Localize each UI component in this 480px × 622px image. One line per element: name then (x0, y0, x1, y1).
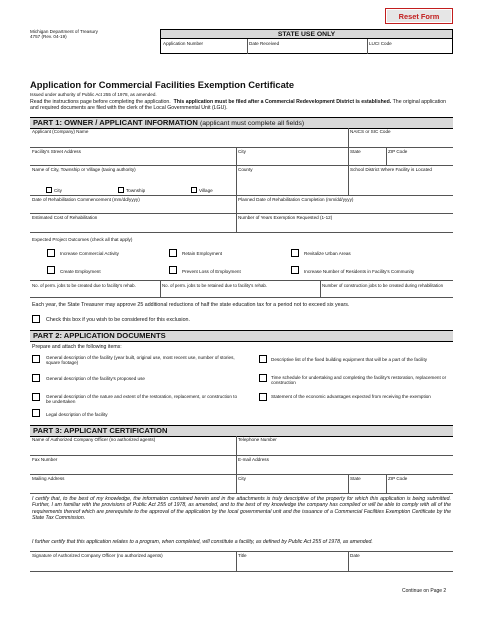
retain-employment-checkbox[interactable] (169, 249, 177, 257)
prepare-label: Prepare and attach the following items: (32, 344, 122, 350)
jobs-created-field[interactable]: No. of perm. jobs to be created due to facility's rehab. (32, 283, 136, 288)
officer-title-field[interactable]: Title (238, 553, 247, 558)
doc-facility-description-checkbox[interactable] (32, 355, 40, 363)
school-district-field[interactable]: School District Where Facility is Located (350, 167, 432, 172)
create-employment-label: Create Employment (60, 269, 101, 274)
mailing-zip-field[interactable]: ZIP Code (388, 476, 408, 481)
intro-text: Read the instructions page before completing the application. This application must be filed after a Commercial Redevelopment District is established. The original application and required documents are filed with the clerk of the Local Governmental Unit (LGU). (30, 99, 446, 111)
prevent-loss-checkbox[interactable] (169, 266, 177, 274)
form-title: Application for Commercial Facilities Exemption Certificate (30, 79, 295, 90)
street-address-field[interactable]: Facility's Street Address (32, 149, 81, 154)
doc-economic-statement-label: Statement of the economic advantages expected from receiving the exemption (271, 394, 431, 399)
signature-date-field[interactable]: Date (350, 553, 360, 558)
village-checkbox[interactable] (191, 187, 197, 193)
officer-name-field[interactable]: Name of Authorized Company Officer (no authorized agents) (32, 437, 156, 442)
date-received-label: Date Received (249, 41, 280, 46)
mailing-city-field[interactable]: City (238, 476, 246, 481)
application-number-label: Application Number (163, 41, 204, 46)
exclusion-checkbox[interactable] (32, 315, 40, 323)
doc-legal-description-checkbox[interactable] (32, 409, 40, 417)
form-number: 4757 (Rev. 04-19) (30, 34, 67, 39)
part3-header: PART 3: APPLICANT CERTIFICATION (30, 425, 453, 437)
certification-paragraph-2: I further certify that this application relates to a program, when completed, will constitute a facility, as defined by Public Act 255 of 1978, as amended. (32, 539, 373, 545)
project-outcomes-label: Expected Project Outcomes (check all that apply) (32, 237, 133, 242)
doc-time-schedule-checkbox[interactable] (259, 374, 267, 382)
city-field[interactable]: City (238, 149, 246, 154)
doc-time-schedule-label: Time schedule for undertaking and completing the facility's restoration, replacement or construction (271, 375, 447, 385)
county-field[interactable]: County (238, 167, 253, 172)
luci-code-label: LUCI Code (369, 41, 392, 46)
telephone-field[interactable]: Telephone Number (238, 437, 277, 442)
mailing-address-field[interactable]: Mailing Address (32, 476, 65, 481)
doc-economic-statement-checkbox[interactable] (259, 393, 267, 401)
increase-residents-checkbox[interactable] (291, 266, 299, 274)
email-field[interactable]: E-mail Address (238, 457, 269, 462)
state-field[interactable]: State (350, 149, 361, 154)
city-option-label: City (54, 188, 62, 193)
prevent-loss-label: Prevent Loss of Employment (182, 269, 241, 274)
retain-employment-label: Retain Employment (182, 251, 223, 256)
years-requested-field[interactable]: Number of Years Exemption Requested (1-12) (238, 215, 333, 220)
fax-field[interactable]: Fax Number (32, 457, 58, 462)
zip-field[interactable]: ZIP Code (388, 149, 408, 154)
mailing-state-field[interactable]: State (350, 476, 361, 481)
continue-note: Continue on Page 2 (402, 588, 447, 594)
commencement-date-field[interactable]: Date of Rehabilitation Commencement (mm/dd/yyyy) (32, 197, 140, 202)
state-use-title: STATE USE ONLY (161, 30, 452, 39)
revitalize-urban-checkbox[interactable] (291, 249, 299, 257)
part1-header: PART 1: OWNER / APPLICANT INFORMATION (applicant must complete all fields) (30, 117, 453, 129)
jobs-retained-field[interactable]: No. of perm. jobs to be retained due to facility's rehab. (162, 283, 268, 288)
village-option-label: Village (199, 188, 213, 193)
increase-commercial-label: Increase Commercial Activity (60, 251, 119, 256)
reset-form-button[interactable]: Reset Form (385, 8, 453, 24)
exclusion-label: Check this box if you wish to be considered for this exclusion. (46, 317, 190, 323)
create-employment-checkbox[interactable] (47, 266, 55, 274)
certification-paragraph: I certify that, to the best of my knowledge, the information contained herein and in the attachments is truly descriptive of the property for which this application is being submitted. Further, I am familiar with the provisions of Public Act 255 of 1978, as amended, and to the best of my knowledge the company has complied or will be able to comply with all of the requirements thereof which are prerequisite to the approval of the application by the local governmental unit and the issuance of a Commercial Facilities Exemption Certificate by the State Tax Commission. (32, 496, 451, 522)
state-use-box (160, 29, 453, 54)
doc-proposed-use-checkbox[interactable] (32, 374, 40, 382)
doc-proposed-use-label: General description of the facility's proposed use (46, 376, 145, 381)
estimated-cost-field[interactable]: Estimated Cost of Rehabilitation (32, 215, 98, 220)
city-checkbox[interactable] (46, 187, 52, 193)
doc-restoration-label: General description of the nature and extent of the restoration, replacement, or construction to be undertaken (46, 394, 238, 404)
doc-legal-description-label: Legal description of the facility (46, 412, 108, 417)
lgu-name-field[interactable]: Name of City, Township or Village (taxing authority) (32, 167, 136, 172)
applicant-name-field[interactable]: Applicant (Company) Name (32, 129, 89, 134)
construction-jobs-field[interactable]: Number of construction jobs to be created during rehabilitation (322, 283, 444, 288)
doc-equipment-list-checkbox[interactable] (259, 355, 267, 363)
increase-commercial-checkbox[interactable] (47, 249, 55, 257)
signature-field[interactable]: Signature of Authorized Company Officer (no authorized agents) (32, 553, 163, 558)
township-option-label: Township (126, 188, 146, 193)
treasurer-text: Each year, the State Treasurer may approve 25 additional reductions of half the state education tax for a period not to exceed six years. (32, 302, 350, 308)
revitalize-urban-label: Revitalize Urban Areas (304, 251, 351, 256)
naics-field[interactable]: NAICS or SIC Code (350, 129, 391, 134)
authority-text: Issued under authority of Public Act 255 of 1978, as amended. (30, 92, 157, 97)
doc-facility-description-label: General description of the facility (year built, original use, most recent use, number of stories, square footage) (46, 355, 235, 365)
doc-equipment-list-label: Descriptive list of the fixed building equipment that will be a part of the facility (271, 357, 428, 362)
agency-name: Michigan Department of Treasury (30, 29, 98, 34)
township-checkbox[interactable] (118, 187, 124, 193)
doc-restoration-checkbox[interactable] (32, 393, 40, 401)
completion-date-field[interactable]: Planned Date of Rehabilitation Completion (mm/dd/yyyy) (238, 197, 354, 202)
part2-header: PART 2: APPLICATION DOCUMENTS (30, 330, 453, 342)
increase-residents-label: Increase Number of Residents in Facility's Community (304, 269, 415, 274)
